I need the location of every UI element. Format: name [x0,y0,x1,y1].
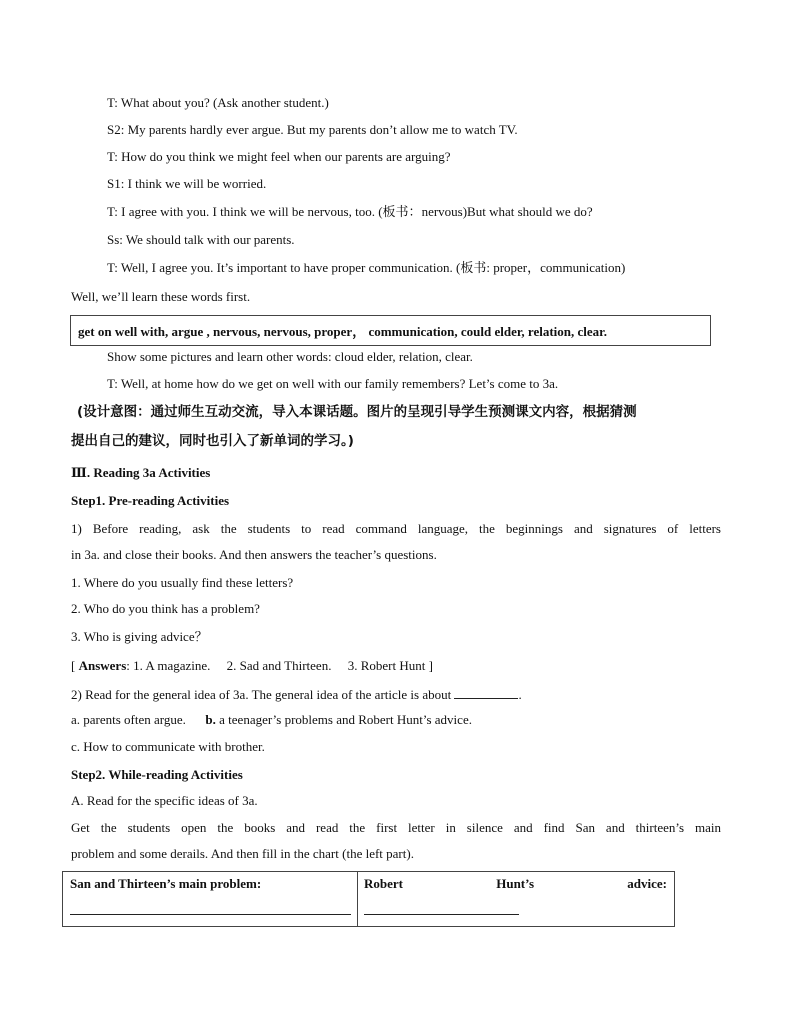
option-c: c. How to communicate with brother. [71,739,265,754]
answer-blank[interactable] [454,685,518,699]
chart-header-word: Hunt’s [496,876,535,891]
dialogue-text: T: I agree with you. I think we will be nervous, too. ( [107,204,383,219]
problem-answer-line[interactable] [70,914,351,915]
dialogue-line: Ss: We should talk with our parents. [107,232,295,247]
answers-label: Answers [78,658,127,673]
step1-title: Step1. Pre-reading Activities [71,493,230,508]
dialogue-text: T: Well, I agree you. It’s important to have proper communication. ( [107,260,461,275]
general-idea-text: 2) Read for the general idea of 3a. The general idea of the article is about [71,687,452,702]
answers-line [71,657,433,675]
step2-title: Step2. While-reading Activities [71,767,243,782]
answers-bracket: [ [71,658,79,673]
design-intent-line-2: 提出自己的建议，同时也引入了新单词的学习。) [71,433,354,449]
step2-paragraph-line-1: Get the students open the books and read the first letter in silence and find San and thirteen’s main [71,820,721,835]
design-intent-line-1: (设计意图：通过师生互动交流，导入本课话题。图片的呈现引导学生预测课文内容，根据猜测 [77,404,637,420]
option-a: a. parents often argue. [71,712,186,727]
board-note-label: 板书 [460,261,487,276]
option-line [71,711,472,729]
chart-header-problem: San and Thirteen’s main problem: [70,876,262,891]
question-3: 3. Who is giving advice？ [71,629,208,644]
problem-advice-chart [62,871,675,927]
chart-cell-problem [63,872,358,926]
learn-words-line: Well, we’ll learn these words first. [71,289,251,304]
answers-text: : 1. A magazine. 2. Sad and Thirteen. 3. Robert Hunt ] [126,658,433,673]
option-b: a teenager’s problems and Robert Hunt’s advice. [215,712,472,727]
question-2: 2. Who do you think has a problem? [71,601,260,616]
board-note-text: : proper，communication) [486,260,626,275]
advice-answer-line[interactable] [364,914,519,915]
chart-header-word: Robert [364,876,403,891]
step1-paragraph-line-2: in 3a. and close their books. And then answers the teacher’s questions. [71,547,437,562]
section-title: Ⅲ. Reading 3a Activities [71,465,211,480]
dialogue-line: T: What about you? (Ask another student.) [107,95,329,110]
vocabulary-list: get on well with, argue , nervous, nervous, proper， communication, could elder, relation, clear. [78,324,608,339]
lead-in-line: T: Well, at home how do we get on well with our family remembers? Let’s come to 3a. [107,376,559,391]
dialogue-line [107,203,593,222]
dialogue-line: T: How do you think we might feel when our parents are arguing? [107,149,451,164]
show-pictures-line: Show some pictures and learn other words: cloud elder, relation, clear. [107,349,473,364]
option-b-label: b. [205,712,216,727]
dialogue-line: S1: I think we will be worried. [107,176,267,191]
vocabulary-box [70,315,711,346]
question-1: 1. Where do you usually find these letters? [71,575,294,590]
general-idea-question: 2) Read for the general idea of 3a. The general idea of the article is about . [71,687,522,702]
chart-header-advice [364,875,667,893]
step2-item-a: A. Read for the specific ideas of 3a. [71,793,258,808]
dialogue-line [107,259,625,278]
board-note-text: nervous)But what should we do? [421,204,593,219]
step2-paragraph-line-2: problem and some derails. And then fill in the chart (the left part). [71,846,414,861]
board-note-label: 板书： [382,205,422,220]
chart-header-word: advice: [627,876,667,891]
dialogue-line: S2: My parents hardly ever argue. But my parents don’t allow me to watch TV. [107,122,518,137]
step1-paragraph-line-1: 1) Before reading, ask the students to read command language, the beginnings and signatures of letters [71,521,721,536]
chart-cell-advice [358,872,674,926]
